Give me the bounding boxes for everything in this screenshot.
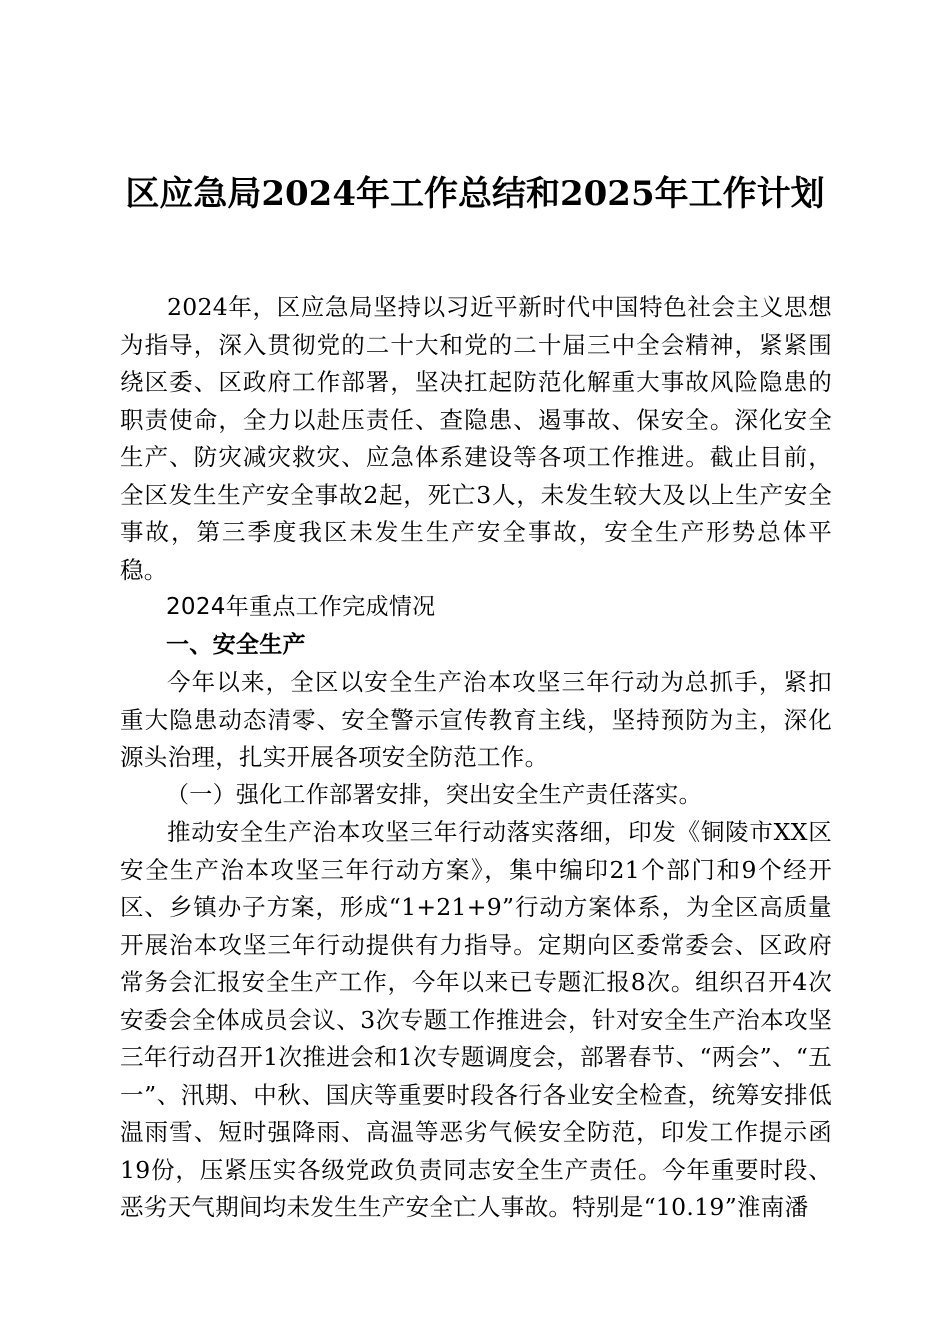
document-body xyxy=(120,289,832,1227)
part1-intro-paragraph: 今年以来，全区以安全生产治本攻坚三年行动为总抓手，紧扣重大隐患动态清零、安全警示宣传教育主线，坚持预防为主，深化源头治理，扎实开展各项安全防范工作。 xyxy=(120,668,832,771)
document-title: 区应急局2024年工作总结和2025年工作计划 xyxy=(125,174,825,214)
section-heading: 2024年重点工作完成情况 xyxy=(166,594,436,620)
intro-paragraph: 2024年，区应急局坚持以习近平新时代中国特色社会主义思想为指导，深入贯彻党的二十大和党的二十届三中全会精神，紧紧围绕区委、区政府工作部署，坚决扛起防范化解重大事故风险隐患的职责使命，全力以赴压责任、查隐患、遏事故、保安全。深化安全生产、防灾减灾救灾、应急体系建设等各项工作推进。截止目前，全区发生生产安全事故2起，死亡3人，未发生较大及以上生产安全事故，第三季度我区未发生生产安全事故，安全生产形势总体平稳。 xyxy=(120,293,832,584)
subsection1-heading: （一）强化工作部署安排，突出安全生产责任落实。 xyxy=(166,781,702,808)
part1-heading: 一、安全生产 xyxy=(166,631,306,658)
subsection1-paragraph: 推动安全生产治本攻坚三年行动落实落细，印发《铜陵市XX区安全生产治本攻坚三年行动方案》，集中编印21个部门和9个经开区、乡镇办子方案，形成“1+21+9”行动方案体系，为全区高质量开展治本攻坚三年行动提供有力指导。定期向区委常委会、区政府常务会汇报安全生产工作，今年以来已专题汇报8次。组织召开4次安委会全体成员会议、3次专题工作推进会，针对安全生产治本攻坚三年行动召开1次推进会和1次专题调度会，部署春节、“两会”、“五一”、汛期、中秋、国庆等重要时段各行各业安全检查，统筹安排低温雨雪、短时强降雨、高温等恶劣气候安全防范，印发工作提示函19份，压紧压实各级党政负责同志安全生产责任。今年重要时段、恶劣天气期间均未发生生产安全亡人事故。特别是“10.19”淮南潘 xyxy=(120,818,832,1221)
